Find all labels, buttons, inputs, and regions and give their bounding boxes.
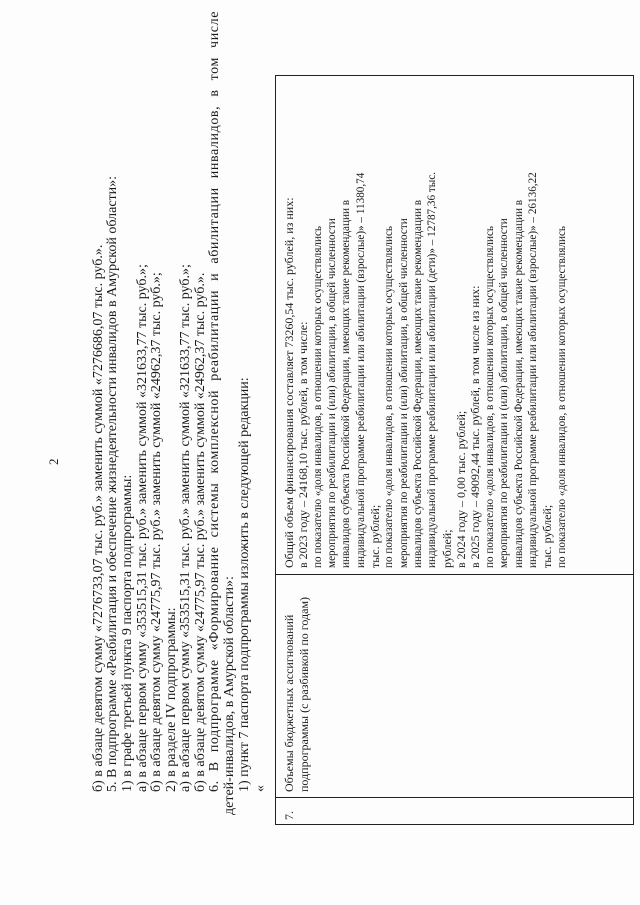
body-line-1: б) в абзаце девятом сумму «7276733,07 тыс. руб.» заменить суммой «7276686,07 тыс. руб.». xyxy=(91,244,106,792)
funding-line: в 2025 году – 49092,44 тыс. рублей, в том числе из них: xyxy=(468,285,483,568)
funding-line: инвалидов субъекта Российской Федерации, имеющих такие рекомендации в xyxy=(340,199,353,568)
row-label-line-1: Объемы бюджетных ассигнований xyxy=(282,614,296,792)
funding-line: мероприятия по реабилитации и (или) абилитации, в общей численности xyxy=(397,218,410,568)
funding-line: рублей; xyxy=(439,529,454,568)
body-line-3: 1) в графе третьей пункта 9 паспорта подпрограммы: xyxy=(120,474,135,792)
funding-line: по показателю «доля инвалидов, в отношении которых осуществлялись xyxy=(311,225,324,568)
funding-line: тыс. рублей; xyxy=(368,504,383,568)
row-label xyxy=(282,592,312,792)
row-number: 7. xyxy=(282,811,296,820)
funding-line: по показателю «доля инвалидов, в отношении которых осуществлялись xyxy=(383,225,396,568)
funding-line: индивидуальной программе реабилитации или абилитации (дети)» – 12787,36 тыс. xyxy=(426,171,439,568)
opening-quote: « xyxy=(253,785,268,792)
funding-line: в 2024 году – 0,00 тыс. рублей; xyxy=(454,410,469,568)
funding-line: по показателю «доля инвалидов, в отношении которых осуществлялись xyxy=(483,225,496,568)
body-line-11: 1) пункт 7 паспорта подпрограммы изложить в следующей редакции: xyxy=(237,377,252,792)
funding-line: индивидуальной программе реабилитации или абилитации (взрослые)» – 26136,22 xyxy=(526,172,539,568)
body-line-9: 6. В подпрограмме «Формирование системы комплексной реабилитации и абилитации инвалидов, в том числе xyxy=(207,10,222,792)
body-line-10: детей-инвалидов, в Амурской области»: xyxy=(222,576,237,815)
funding-line: мероприятия по реабилитации и (или) абилитации, в общей численности xyxy=(326,218,339,568)
body-line-2: 5. В подпрограмме «Реабилитация и обеспечение жизнедеятельности инвалидов в Амурской области»: xyxy=(105,175,120,792)
body-line-8: б) в абзаце девятом сумму «24775,97 тыс. руб.» заменить суммой «24962,37 тыс. руб.». xyxy=(193,272,208,792)
row-label-line-2: подпрограммы (с разбивкой по годам) xyxy=(297,596,311,792)
funding-line: инвалидов субъекта Российской Федерации, имеющих такие рекомендации в xyxy=(412,199,425,568)
funding-line: Общий объем финансирования составляет 73260,54 тыс. рублей, из них: xyxy=(282,197,296,568)
funding-line: в 2023 году – 24168,10 тыс. рублей, в том числе: xyxy=(296,321,311,568)
funding-line: индивидуальной программе реабилитации или абилитации (взрослые)» – 11380,74 xyxy=(354,172,367,568)
table-divider-2 xyxy=(276,574,633,575)
funding-line: тыс. рублей; xyxy=(540,504,555,568)
body-line-7: а) в абзаце первом сумму «353515,31 тыс. руб.» заменить суммой «321633,77 тыс. руб.»; xyxy=(178,264,193,792)
body-line-6: 2) в разделе IV подпрограммы: xyxy=(164,607,179,792)
funding-line: по показателю «доля инвалидов, в отношении которых осуществлялись xyxy=(555,225,568,568)
table-divider-1 xyxy=(276,797,633,798)
body-line-4: а) в абзаце первом сумму «353515,31 тыс. руб.» заменить суммой «321633,77 тыс. руб.»; xyxy=(135,264,150,792)
body-line-5: б) в абзаце девятом сумму «24775,97 тыс. руб.» заменить суммой «24962,37 тыс. руб.»; xyxy=(149,272,164,792)
funding-line: мероприятия по реабилитации и (или) абилитации, в общей численности xyxy=(498,218,511,568)
passport-table xyxy=(275,75,634,825)
funding-line: инвалидов субъекта Российской Федерации, имеющих такие рекомендации в xyxy=(512,199,525,568)
funding-details xyxy=(282,80,569,568)
page-number: 2 xyxy=(46,458,61,465)
